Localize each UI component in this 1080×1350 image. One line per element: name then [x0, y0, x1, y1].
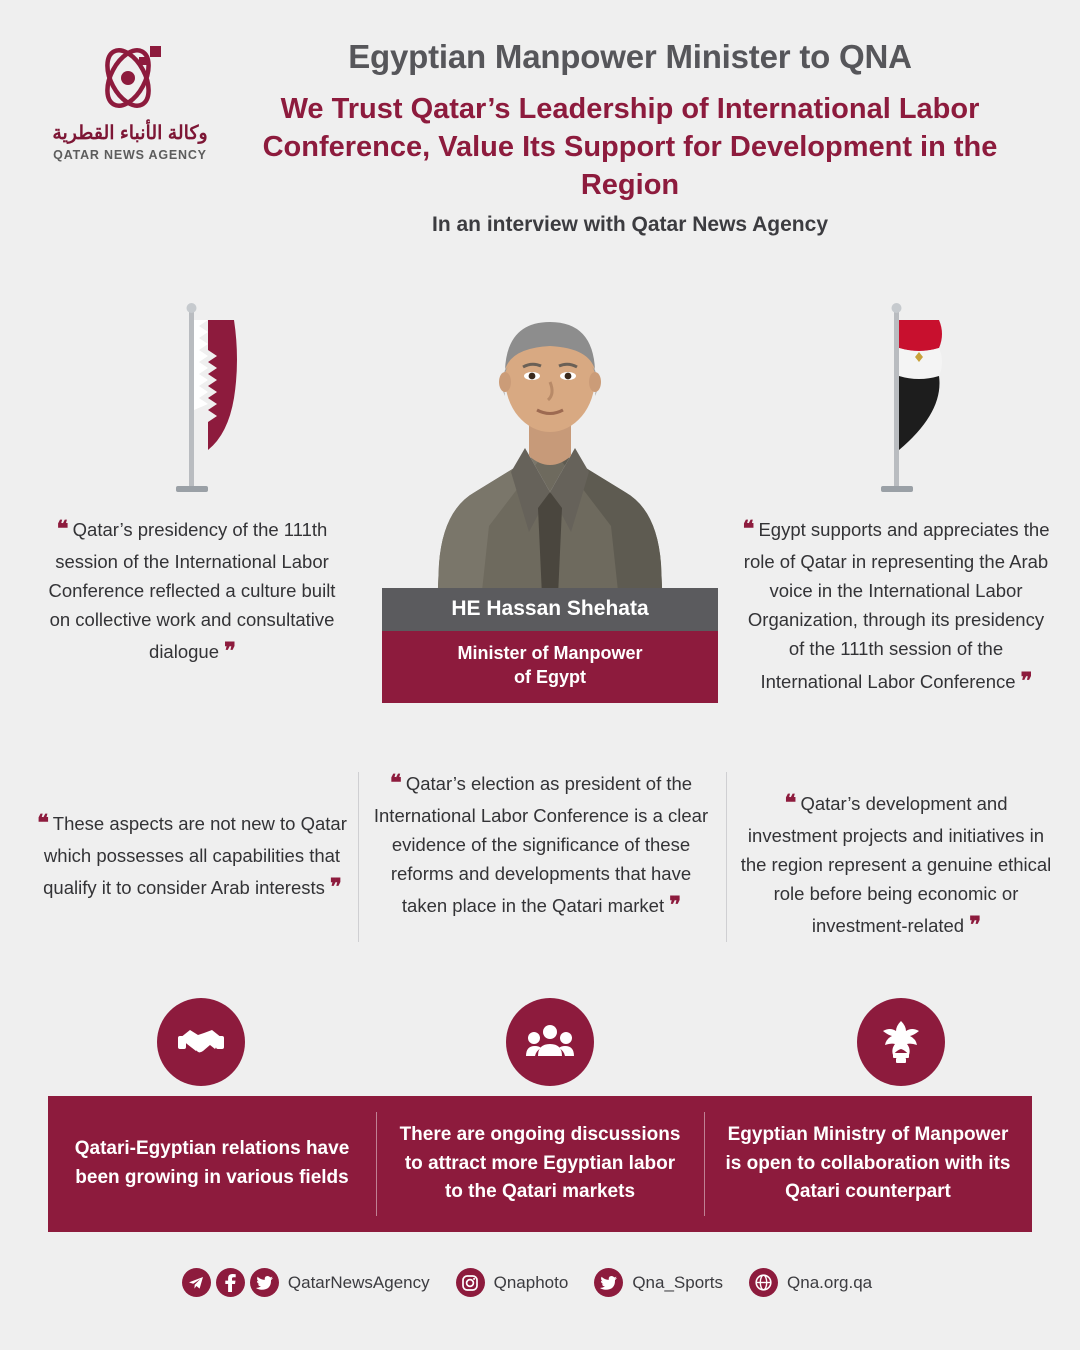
egypt-eagle-emblem-icon	[857, 998, 945, 1086]
divider-right	[726, 772, 727, 942]
person-title	[382, 631, 718, 703]
social-group-sports[interactable]	[594, 1268, 749, 1297]
handshake-icon	[157, 998, 245, 1086]
quote-4-text: Qatar’s election as president of the International Labor Conference is a clear evidence of the significance of these reforms and developments that have taken place in the Qatari market	[373, 773, 709, 917]
quote-close-mark: ❞	[1020, 667, 1032, 693]
kicker: Egyptian Manpower Minister to QNA	[348, 38, 912, 75]
qna-logo	[40, 24, 220, 162]
key-point-2: There are ongoing discussions to attract more Egyptian labor to the Qatari markets	[376, 1096, 704, 1232]
page-title: We Trust Qatar’s Leadership of International Labor Conference, Value Its Support for Development in the Region	[262, 92, 998, 202]
quote-open-mark: ❝	[37, 810, 48, 835]
person-title-line2: of Egypt	[514, 667, 586, 688]
quote-close-mark: ❞	[224, 638, 235, 664]
header	[0, 0, 1080, 237]
social-handle-sports[interactable]: Qna_Sports	[632, 1272, 724, 1292]
quote-open-mark: ❝	[56, 516, 68, 541]
logo-english-text: QATAR NEWS AGENCY	[53, 148, 207, 162]
social-group-instagram[interactable]	[456, 1268, 595, 1297]
qatar-flag	[150, 300, 240, 505]
quote-2	[740, 512, 1052, 698]
twitter-icon[interactable]	[250, 1268, 279, 1297]
instagram-icon[interactable]	[456, 1268, 485, 1297]
globe-icon[interactable]	[749, 1268, 778, 1297]
social-footer	[0, 1268, 1080, 1297]
key-point-1: Qatari-Egyptian relations have been growing in various fields	[74, 1138, 350, 1188]
person-title-line1: Minister of Manpower	[457, 643, 643, 663]
portrait-block	[382, 296, 718, 696]
quote-1-text: Qatar’s presidency of the 111th session of the International Labor Conference reflected a culture built on collective work and consultative dialogue	[48, 519, 336, 663]
website-url[interactable]: Qna.org.qa	[787, 1272, 873, 1292]
twitter-icon[interactable]	[594, 1268, 623, 1297]
quote-1	[36, 512, 348, 669]
logo-arabic-text: وكالة الأنباء القطرية	[52, 123, 208, 144]
subhead: In an interview with Qatar News Agency	[432, 212, 828, 236]
social-group-main[interactable]	[182, 1268, 456, 1297]
social-group-website[interactable]	[749, 1268, 898, 1297]
name-plate	[382, 588, 718, 703]
quote-open-mark: ❝	[784, 790, 796, 815]
key-point-3: Egyptian Ministry of Manpower is open to collaboration with its Qatari counterpart	[704, 1096, 1032, 1232]
quote-5-text: Qatar’s development and investment projects and initiatives in the region represent a genuine ethical role before being economic or investment-related	[740, 793, 1052, 937]
social-handle-instagram[interactable]: Qnaphoto	[493, 1272, 569, 1292]
quote-3-text: These aspects are not new to Qatar which possesses all capabilities that qualify it to consider Arab interests	[43, 813, 347, 898]
quote-3	[36, 806, 348, 905]
divider-left	[358, 772, 359, 942]
quote-close-mark: ❞	[330, 873, 341, 899]
quote-5	[740, 786, 1052, 943]
facebook-icon[interactable]	[216, 1268, 245, 1297]
people-group-icon	[506, 998, 594, 1086]
quote-close-mark: ❞	[669, 892, 681, 918]
header-text-block	[220, 24, 1040, 237]
telegram-icon[interactable]	[182, 1268, 211, 1297]
key-points-bar	[48, 1096, 1032, 1232]
quote-2-text: Egypt supports and appreciates the role of Qatar in representing the Arab voice in the International Labor Organization, through its presidency of the 111th session of the International Labor Conference	[743, 519, 1050, 692]
quote-close-mark: ❞	[969, 912, 981, 938]
quote-4	[366, 766, 716, 923]
qna-atom-logo-icon	[40, 38, 220, 116]
quote-open-mark: ❝	[742, 516, 754, 541]
quote-open-mark: ❝	[389, 770, 401, 795]
egypt-flag	[855, 300, 945, 505]
social-handle-main[interactable]: QatarNewsAgency	[287, 1272, 430, 1292]
person-name: HE Hassan Shehata	[382, 588, 718, 631]
